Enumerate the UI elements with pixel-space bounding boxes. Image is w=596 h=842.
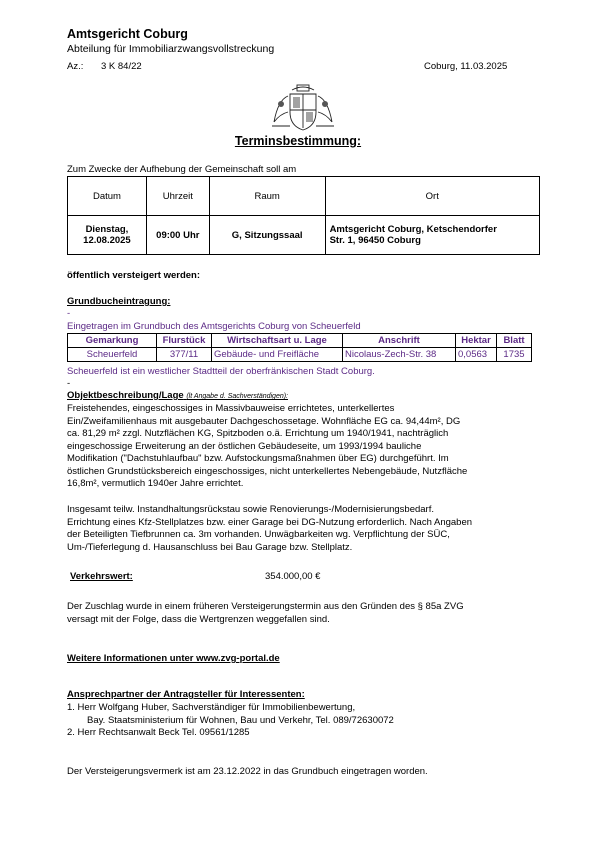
registration-note: Der Versteigerungsvermerk ist am 23.12.2022 in das Grundbuch eingetragen worden.	[67, 766, 428, 777]
text-line: Insgesamt teilw. Instandhaltungsrückstau sowie Renovierungs-/Modernisierungsbedarf.	[67, 504, 435, 515]
contact-1: 1. Herr Wolfgang Huber, Sachverständiger für Immobilienbewertung,	[67, 702, 356, 713]
text-line: Ein/Zweifamilienhaus mit ausgebauter Dachgeschossetage. Wohnfläche EG ca. 94,44m², DG	[67, 415, 461, 427]
intro-text: Zum Zwecke der Aufhebung der Gemeinschaft soll am	[67, 164, 297, 175]
column-header-anschrift: Anschrift	[343, 334, 456, 348]
appointment-room: G, Sitzungssaal	[209, 216, 325, 255]
contact-2: 2. Herr Rechtsanwalt Beck Tel. 09561/1285	[67, 727, 250, 738]
cell-gemarkung: Scheuerfeld	[68, 348, 157, 362]
text-line: Freistehendes, eingeschossiges in Massivbauweise errichtetes, unterkellertes	[67, 403, 395, 414]
text-line: der Beteiligten Tiefbrunnen ca. 3m vorhanden. Unwägbarkeiten wg. Verpflichtung der SÜC,	[67, 529, 450, 540]
market-value-label: Verkehrswert:	[70, 571, 133, 582]
column-header-date: Datum	[68, 177, 147, 216]
location-note: Scheuerfeld ist ein westlicher Stadtteil der oberfränkischen Stadt Coburg.	[67, 366, 375, 377]
contacts-heading: Ansprechpartner der Antragsteller für Interessenten:	[67, 689, 305, 700]
appointment-header-row	[68, 177, 540, 216]
document-title: Terminsbestimmung:	[234, 134, 362, 148]
separator-dash: -	[67, 308, 71, 319]
auction-statement: öffentlich versteigert werden:	[67, 270, 201, 281]
contacts-list	[67, 702, 394, 740]
coat-of-arms-seal	[270, 82, 336, 132]
cell-anschrift: Nicolaus-Zech-Str. 38	[343, 348, 456, 362]
land-register-heading: Grundbucheintragung:	[67, 296, 171, 307]
separator-dash: -	[67, 378, 71, 389]
text-line: ca. 81,29 m² zzgl. Nutzflächen KG, Spitzboden o.ä. Errichtung um 1940/1941, nachträglich	[67, 428, 449, 439]
cell-hektar: 0,0563	[456, 348, 497, 362]
object-description-source-note: (lt Angabe d. Sachverständigen):	[186, 393, 289, 400]
land-register-table	[67, 333, 532, 362]
text-line: östlichen Grundstücksbereich eingeschossiges, nicht unterkellertes Nebengebäude, Nutzfläche	[67, 465, 468, 477]
text-line: 16,8m², vermutlich 1940er Jahre errichtet.	[67, 478, 244, 489]
appointment-date-value: 12.08.2025	[83, 235, 131, 246]
object-description-title: Objektbeschreibung/Lage	[67, 390, 184, 401]
text-line: eingeschossige Erweiterung an der östlichen Gebäudeseite, um 1993/1994 bauliche	[67, 440, 422, 452]
contact-1-affiliation: Bay. Staatsministerium für Wohnen, Bau und Verkehr, Tel. 089/72630072	[87, 714, 394, 726]
department-name: Abteilung für Immobiliarzwangsvollstreckung	[67, 43, 275, 55]
land-register-entry: Eingetragen im Grundbuch des Amtsgerichts Coburg von Scheuerfeld	[67, 321, 361, 332]
text-line: Der Zuschlag wurde in einem früheren Versteigerungstermin aus den Gründen des § 85a ZVG	[67, 601, 464, 612]
text-line: Modifikation ("Dachstuhlaufbau" bzw. Aufstockungsmaßnahmen über EG) durchgeführt. Im	[67, 453, 449, 464]
appointment-row	[68, 216, 540, 255]
case-number-label: Az.:	[67, 61, 84, 72]
cell-blatt: 1735	[497, 348, 532, 362]
column-header-gemarkung: Gemarkung	[68, 334, 157, 348]
location-line-1: Amtsgericht Coburg, Ketschendorfer	[329, 224, 497, 235]
column-header-location: Ort	[325, 177, 539, 216]
cell-flurstueck: 377/11	[157, 348, 212, 362]
land-register-header-row	[68, 334, 532, 348]
appointment-date	[68, 216, 147, 255]
column-header-blatt: Blatt	[497, 334, 532, 348]
column-header-hektar: Hektar	[456, 334, 497, 348]
text-line: Um-/Tieferlegung d. Hausanschluss bei Bau Garage bzw. Stellplatz.	[67, 541, 353, 553]
more-info-link[interactable]: Weitere Informationen unter www.zvg-portal.de	[67, 653, 280, 664]
column-header-room: Raum	[209, 177, 325, 216]
appointment-time: 09:00 Uhr	[146, 216, 209, 255]
court-name: Amtsgericht Coburg	[67, 27, 188, 41]
award-note	[67, 601, 464, 626]
cell-wirtschaftsart: Gebäude- und Freifläche	[212, 348, 343, 362]
column-header-wirtschaftsart: Wirtschaftsart u. Lage	[212, 334, 343, 348]
appointment-location	[325, 216, 539, 255]
table-row	[68, 348, 532, 362]
location-line-2: Str. 1, 96450 Coburg	[329, 235, 421, 246]
market-value: 354.000,00 €	[265, 571, 321, 582]
text-line: Errichtung eines Kfz-Stellplatzes bzw. einer Garage bei DG-Nutzung erforderlich. Nach Angaben	[67, 516, 473, 528]
column-header-flurstueck: Flurstück	[157, 334, 212, 348]
object-description-text	[67, 403, 467, 491]
case-number: 3 K 84/22	[101, 61, 142, 72]
appointment-weekday: Dienstag,	[85, 224, 129, 235]
object-description-heading	[67, 390, 288, 401]
appointment-table	[67, 176, 540, 255]
place-date: Coburg, 11.03.2025	[424, 61, 508, 72]
column-header-time: Uhrzeit	[146, 177, 209, 216]
text-line: versagt mit der Folge, dass die Wertgrenzen weggefallen sind.	[67, 613, 330, 625]
condition-text	[67, 504, 472, 554]
